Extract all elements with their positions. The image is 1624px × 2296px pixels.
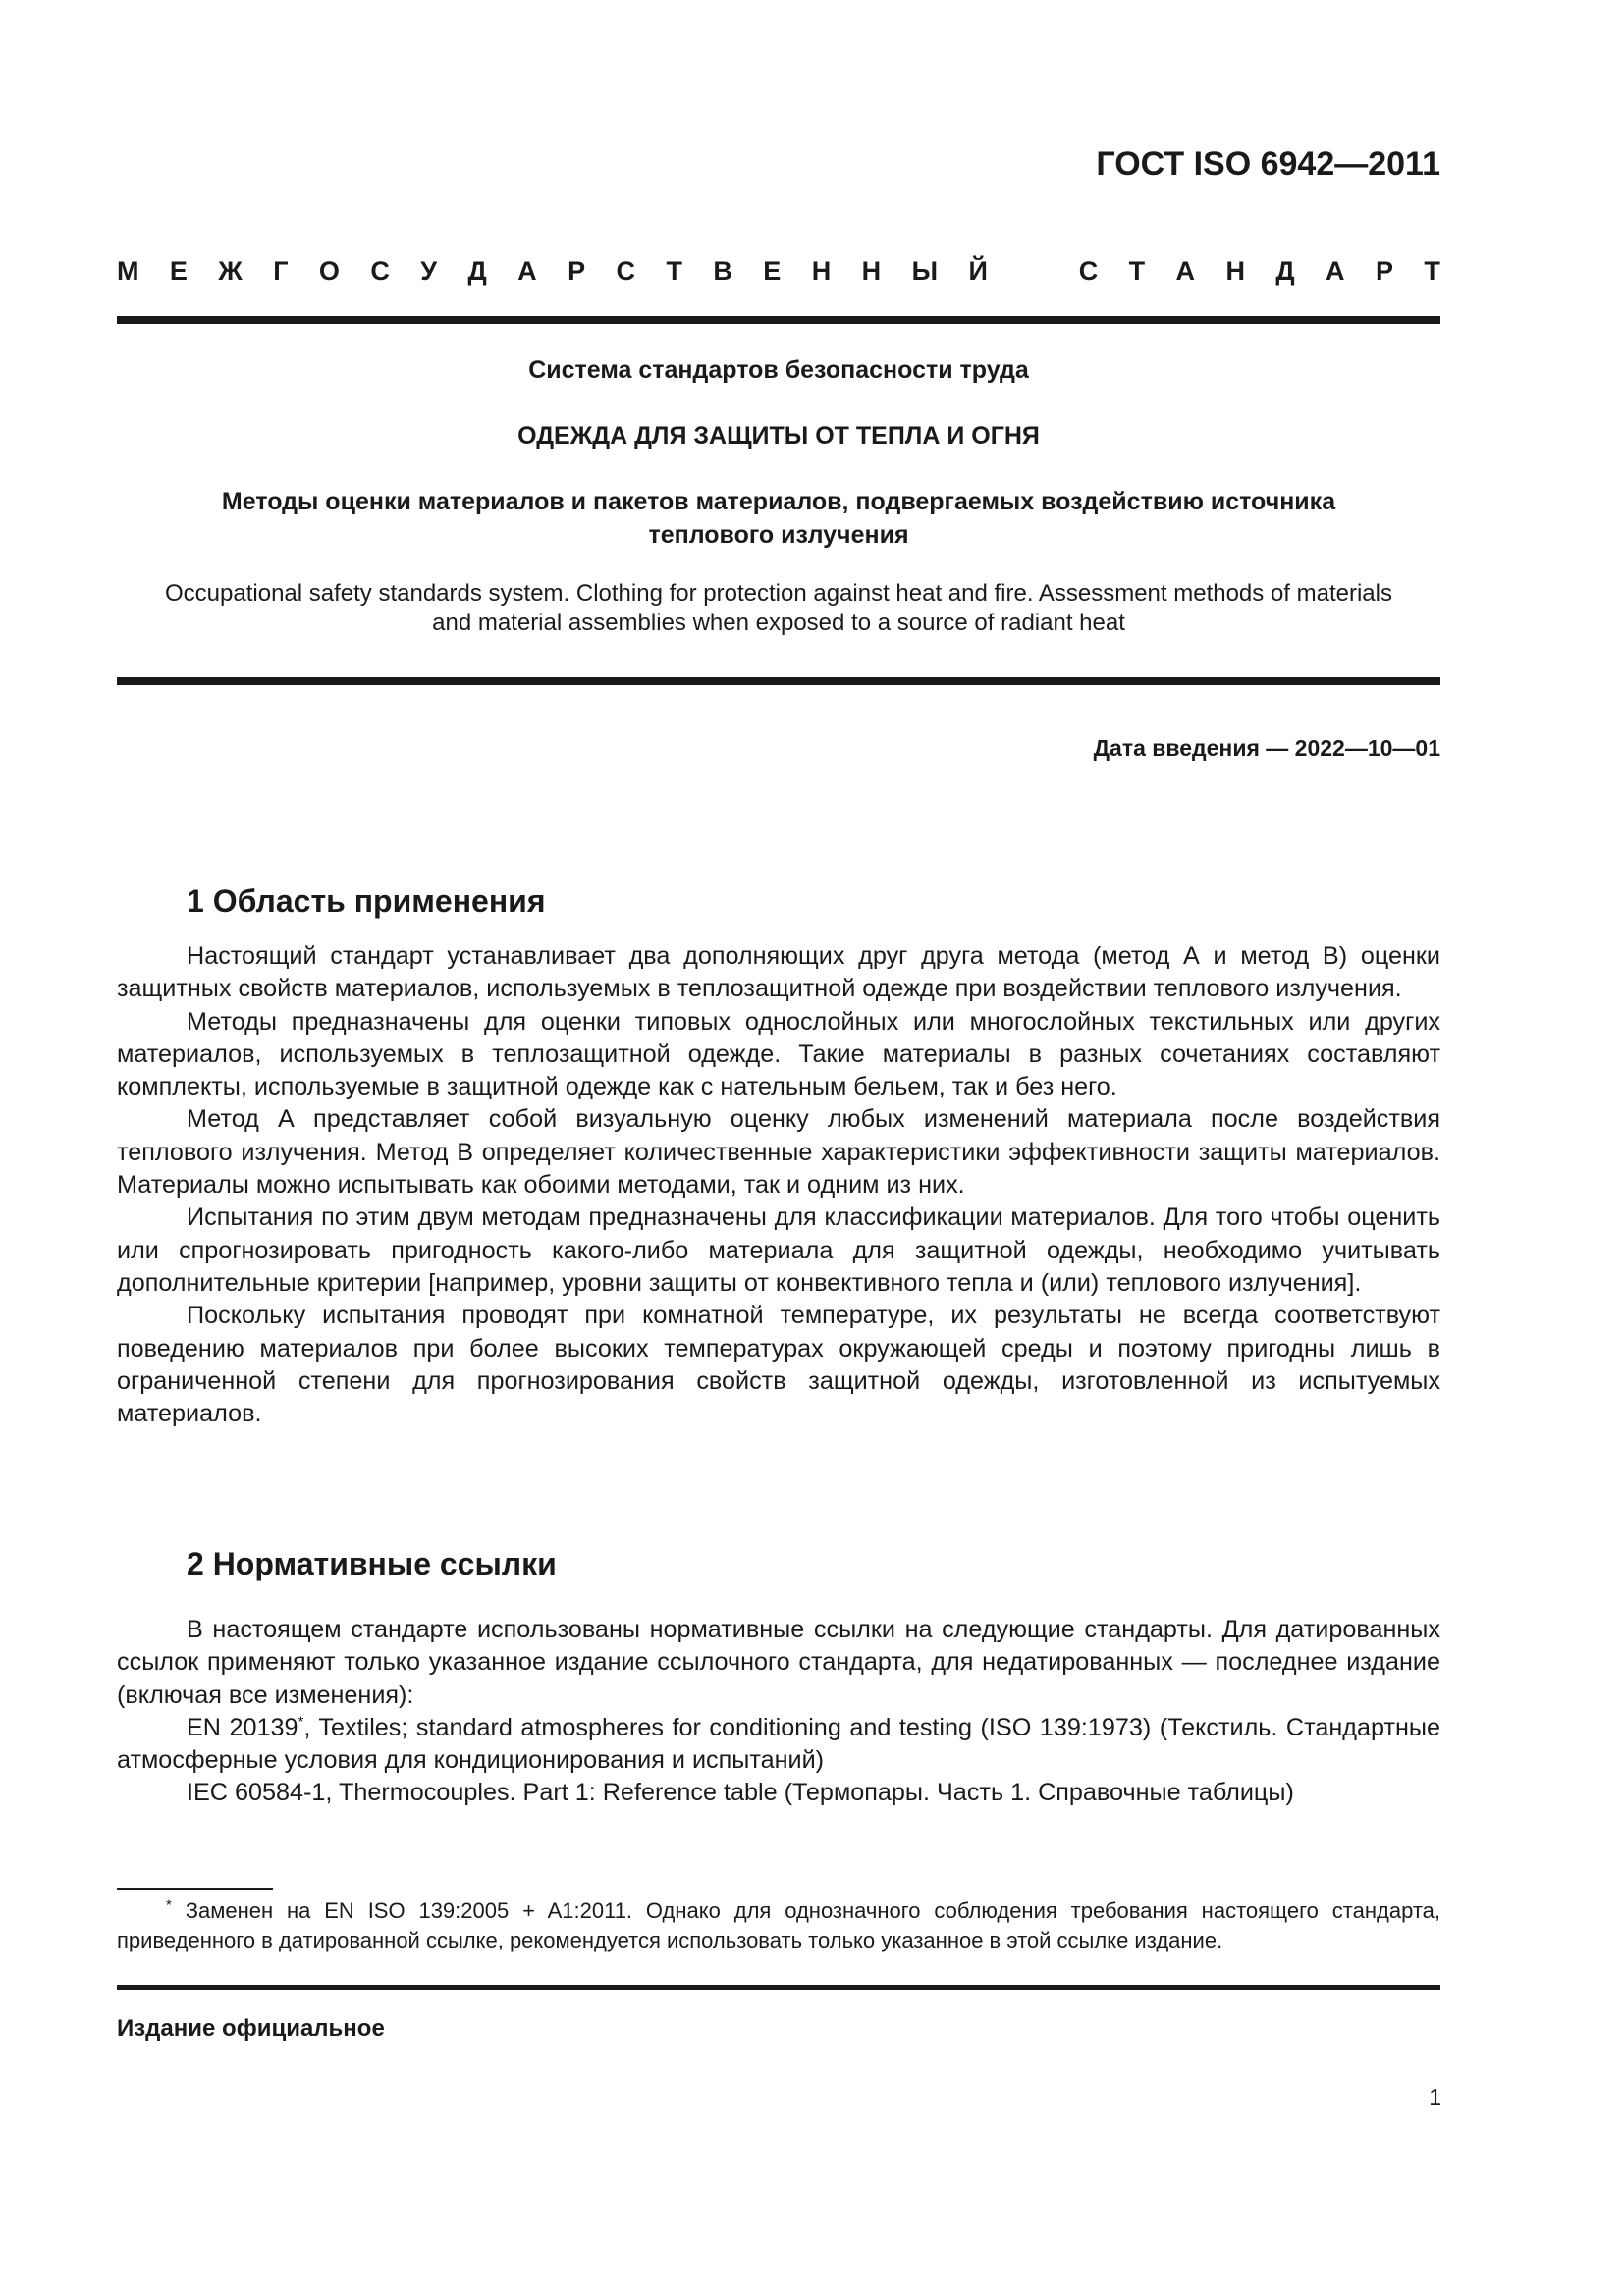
banner-letter: Е [169,255,188,286]
paragraph: Настоящий стандарт устанавливает два дополняющих друг друга метода (метод А и метод В) оценки защитных свойств материалов, используемых в теплозащитной одежде при воздействии теплового излучения. [117,942,1440,1003]
banner-letter: Р [568,255,586,286]
banner-letter: Р [1375,255,1393,286]
banner-letter: Т [1128,255,1146,286]
banner-letter: Д [1275,255,1295,286]
footnote-text: Заменен на EN ISO 139:2005 + A1:2011. Однако для однозначного соблюдения требования настоящего стандарта, приведенного в датированной ссылке, рекомендуется использовать только указанное в этой ссылке издание. [117,1898,1440,1952]
english-title-line: and material assemblies when exposed to a source of radiant heat [432,610,1125,636]
footnote-marker: * [298,1713,304,1731]
interstate-standard-banner [117,251,1440,291]
section-body-normative-references [117,1614,1440,1810]
section-heading-normative-references: 2 Нормативные ссылки [187,1546,557,1581]
banner-letter: В [713,255,732,286]
paragraph: Метод А представляет собой визуальную оценку любых изменений материала после воздействия теплового излучения. Метод В определяет количественные характеристики эффективности защиты материалов. Материалы можно испытывать как обоими методами, так и одним из них. [117,1105,1440,1200]
banner-letter: Н [861,255,882,286]
title-rule [117,677,1440,685]
paragraph: Поскольку испытания проводят при комнатной температуре, их результаты не всегда соответствуют поведению материалов при более высоких температурах окружающей среды и поэтому пригодны лишь в ограниченной степени для прогнозирования свойств защитной одежды, изготовленной из испытуемых материалов. [117,1302,1440,1428]
footer-rule [117,1985,1440,1990]
banner-letter: Ж [218,255,243,286]
banner-letter: А [517,255,537,286]
banner-letter: Г [273,255,289,286]
banner-letter: Т [1424,255,1440,286]
banner-letter: М [117,255,139,286]
footnote [117,1896,1440,1955]
standard-designation: ГОСТ ISO 6942—2011 [1096,145,1440,183]
reference-code: EN 20139 [187,1713,298,1741]
banner-letter: О [318,255,340,286]
banner-letter: Н [1225,255,1245,286]
banner-letter: А [1175,255,1196,286]
footnote-separator [117,1888,273,1890]
paragraph: Методы предназначены для оценки типовых однослойных или многослойных текстильных или других материалов, используемых в теплозащитной одежде. Такие материалы в разных сочетаниях составляют комплекты, используемые в защитной одежде как с нательным бельем, так и без него. [117,1007,1440,1101]
banner-letter: С [370,255,390,286]
banner-letter: У [420,255,438,286]
header-rule [117,316,1440,324]
official-edition-label: Издание официальное [117,2015,385,2042]
section-heading-scope: 1 Область применения [187,883,546,919]
banner-letter: Н [811,255,832,286]
document-title: ОДЕЖДА ДЛЯ ЗАЩИТЫ ОТ ТЕПЛА И ОГНЯ [517,422,1040,450]
reference-item: IEC 60584-1, Thermocouples. Part 1: Reference table (Термопары. Часть 1. Справочные таблицы) [187,1779,1294,1807]
english-title [117,579,1440,638]
banner-letter: Й [968,255,988,286]
english-title-line: Occupational safety standards system. Clothing for protection against heat and fire. Assessment methods of materials [165,580,1392,607]
document-subtitle [117,485,1440,552]
section-body-scope [117,940,1440,1430]
banner-letter: Е [763,255,782,286]
page-number: 1 [1429,2084,1441,2109]
reference-title: , Textiles; standard atmospheres for conditioning and testing (ISO 139:1973) (Текстиль. Стандартные атмосферные условия для кондиционирования и испытаний) [117,1713,1441,1775]
banner-letter: Т [666,255,682,286]
reference-item [117,1712,1440,1778]
subtitle-line: Методы оценки материалов и пакетов материалов, подвергаемых воздействию источника [221,488,1336,515]
paragraph: В настоящем стандарте использованы нормативные ссылки на следующие стандарты. Для датированных ссылок применяют только указанное издание ссылочного стандарта, для недатированных — последнее издание (включая все изменения): [117,1616,1440,1709]
footnote-marker: * [166,1896,172,1914]
banner-letter: С [616,255,636,286]
banner-letter: А [1326,255,1345,286]
introduction-date: Дата введения — 2022—10—01 [1093,735,1440,761]
banner-letter: Ы [911,255,939,286]
series-title: Система стандартов безопасности труда [528,356,1029,384]
paragraph: Испытания по этим двум методам предназначены для классификации материалов. Для того чтобы оценить или спрогнозировать пригодность какого-либо материала для защитной одежды, необходимо учитывать дополнительные критерии [например, уровни защиты от конвективного тепла и (или) теплового излучения]. [117,1203,1440,1297]
banner-letter: Д [467,255,487,286]
subtitle-line: теплового излучения [648,521,909,549]
banner-letter: С [1078,255,1099,286]
